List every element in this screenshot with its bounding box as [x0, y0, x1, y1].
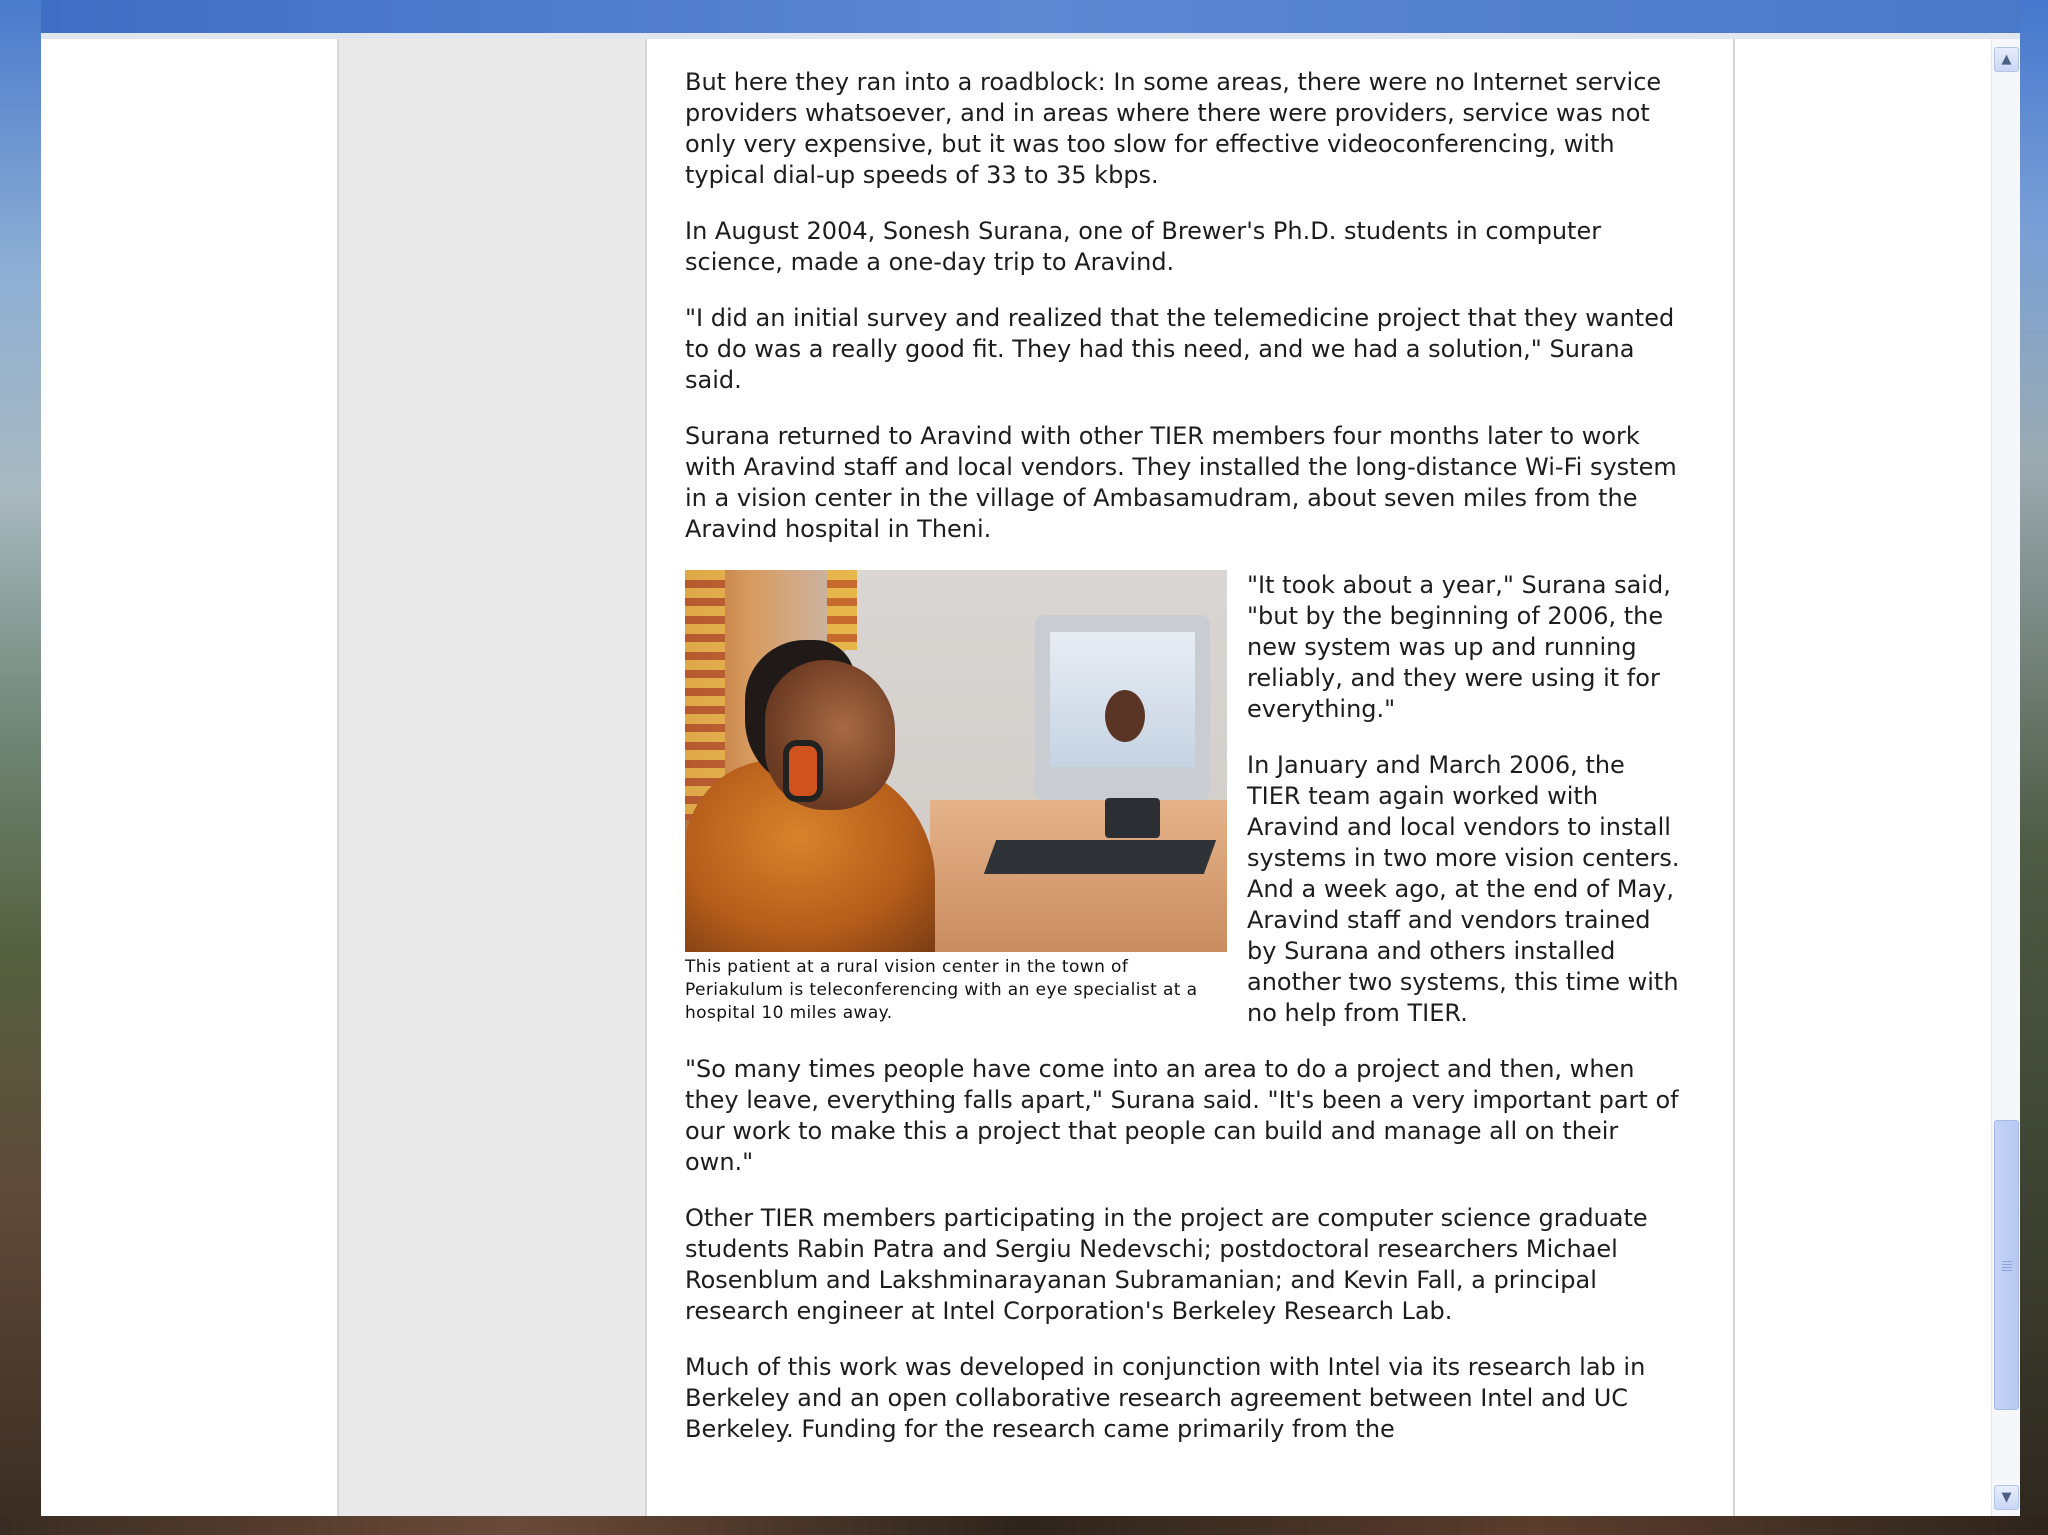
article-paragraph: Other TIER members participating in the project are computer science graduate students Rabin Patra and Sergiu Nedevschi; postdoctoral researchers Michael Rosenblum and Lakshminarayanan Subramanian; and Kevin Fall, a principal research engineer at Intel Corporation's Berkeley Research Lab.	[685, 1204, 1648, 1325]
browser-window	[41, 33, 2020, 1516]
grip-icon	[2002, 1261, 2012, 1271]
article-body	[685, 67, 1685, 1470]
article-figure	[685, 570, 1227, 1025]
desktop-background-bottom	[0, 1516, 2048, 1535]
left-margin-column	[41, 39, 337, 1516]
figure-caption: This patient at a rural vision center in the town of Periakulum is teleconferencing with an eye specialist at a hospital 10 miles away.	[685, 957, 1198, 1023]
left-sidebar-column	[337, 39, 647, 1516]
arrow-down-icon[interactable]: ▼	[1994, 1485, 2019, 1510]
article-paragraph: "I did an initial survey and realized that the telemedicine project that they wanted to do was a really good fit. They had this need, and we had a solution," Surana said.	[685, 304, 1675, 394]
article-paragraph: Much of this work was developed in conjunction with Intel via its research lab in Berkeley and an open collaborative research agreement between Intel and UC Berkeley. Funding for the research came primarily from the	[685, 1353, 1646, 1443]
arrow-up-icon[interactable]: ▲	[1994, 47, 2019, 72]
article-paragraph: In August 2004, Sonesh Surana, one of Brewer's Ph.D. students in computer science, made a one-day trip to Aravind.	[685, 217, 1602, 276]
article-paragraph: "So many times people have come into an area to do a project and then, when they leave, everything falls apart," Surana said. "It's been a very important part of our work to make this a project that people can build and manage all on their own."	[685, 1055, 1679, 1176]
article-paragraph: But here they ran into a roadblock: In some areas, there were no Internet service providers whatsoever, and in areas where there were providers, service was not only very expensive, but it was too slow for effective videoconferencing, with typical dial-up speeds of 33 to 35 kbps.	[685, 68, 1662, 189]
desktop-background-left	[0, 0, 41, 1535]
scrollbar-thumb[interactable]	[1994, 1120, 2019, 1410]
article-paragraph: "It took about a year," Surana said, "but by the beginning of 2006, the new system was up and running reliably, and they were using it for everything."	[1247, 571, 1671, 723]
patient-teleconference-photo	[685, 570, 1227, 952]
article-content	[647, 39, 1735, 1516]
desktop-background-right	[2020, 0, 2048, 1535]
article-paragraph: Surana returned to Aravind with other TIER members four months later to work with Aravind staff and local vendors. They installed the long-distance Wi-Fi system in a vision center in the village of Ambasamudram, about seven miles from the Aravind hospital in Theni.	[685, 422, 1677, 543]
vertical-scrollbar[interactable]	[1991, 39, 2020, 1516]
desktop-background-top	[0, 0, 2048, 33]
article-paragraph: In January and March 2006, the TIER team again worked with Aravind and local vendors to install systems in two more vision centers. And a week ago, at the end of May, Aravind staff and vendors trained by Surana and others installed another two systems, this time with no help from TIER.	[1247, 751, 1680, 1027]
